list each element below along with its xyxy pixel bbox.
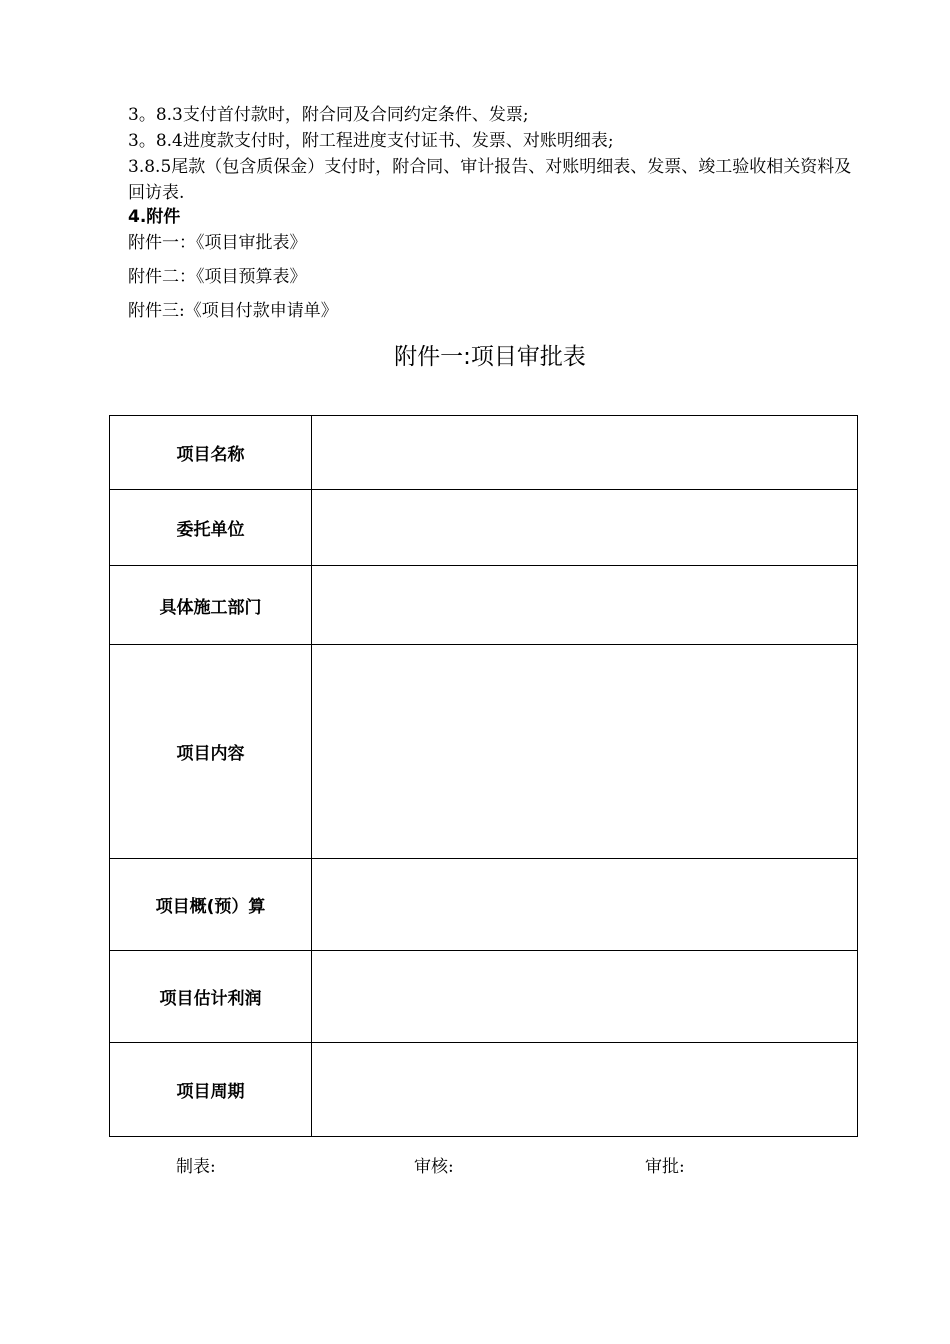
construction-department-field[interactable] xyxy=(312,566,858,645)
client-unit-label: 委托单位 xyxy=(110,490,312,566)
project-content-label: 项目内容 xyxy=(110,645,312,859)
table-row xyxy=(110,490,858,566)
table-row xyxy=(110,859,858,951)
table-row xyxy=(110,1043,858,1137)
approved-by-label: 审批: xyxy=(645,1157,685,1177)
attachment-item-1: 附件一：《项目审批表》 xyxy=(128,233,307,253)
attachment-item-3: 附件三:《项目付款申请单》 xyxy=(128,301,338,321)
project-content-field[interactable] xyxy=(312,645,858,859)
project-budget-label: 项目概(预）算 xyxy=(110,859,312,951)
project-period-label: 项目周期 xyxy=(110,1043,312,1137)
reviewed-by-label: 审核: xyxy=(414,1157,454,1177)
approval-form-table xyxy=(109,415,858,1137)
table-row xyxy=(110,951,858,1043)
table-row xyxy=(110,416,858,490)
payment-clause-8-4: 3。8.4进度款支付时，附工程进度支付证书、发票、对账明细表; xyxy=(128,131,614,151)
payment-clause-8-5: 3.8.5尾款（包含质保金）支付时，附合同、审计报告、对账明细表、发票、竣工验收相关资料及回访表. xyxy=(128,157,852,203)
project-name-label: 项目名称 xyxy=(110,416,312,490)
estimated-profit-label: 项目估计利润 xyxy=(110,951,312,1043)
table-row xyxy=(110,566,858,645)
estimated-profit-field[interactable] xyxy=(312,951,858,1043)
attachments-heading: 4.附件 xyxy=(128,207,181,227)
attachment-item-2: 附件二：《项目预算表》 xyxy=(128,267,307,287)
payment-clause-8-3: 3。8.3支付首付款时，附合同及合同约定条件、发票; xyxy=(128,105,529,125)
table-row xyxy=(110,645,858,859)
project-name-field[interactable] xyxy=(312,416,858,490)
project-period-field[interactable] xyxy=(312,1043,858,1137)
prepared-by-label: 制表: xyxy=(176,1157,216,1177)
form-title: 附件一:项目审批表 xyxy=(394,344,586,370)
project-budget-field[interactable] xyxy=(312,859,858,951)
client-unit-field[interactable] xyxy=(312,490,858,566)
construction-department-label: 具体施工部门 xyxy=(110,566,312,645)
